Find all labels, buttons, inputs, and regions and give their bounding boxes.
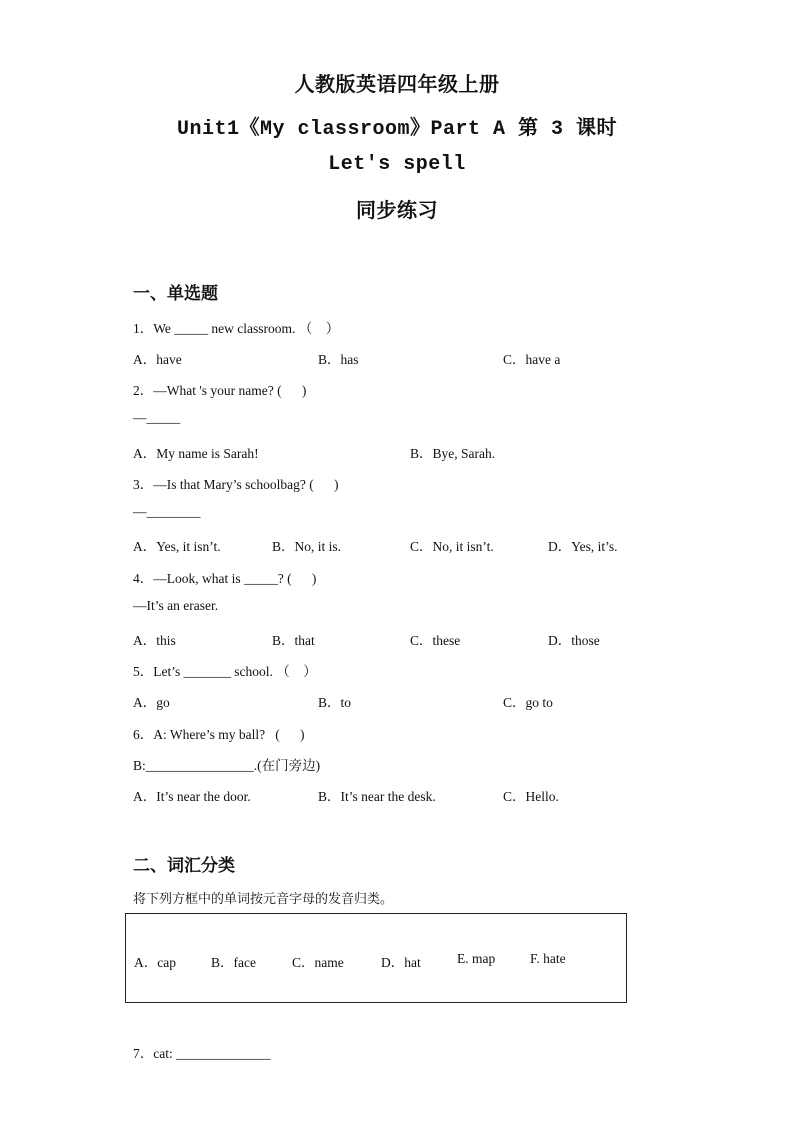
question-5-stem: 5．Let’s _______ school. （ ） [133, 664, 317, 679]
document-subtitle-lesson: Let's spell [328, 153, 466, 176]
question-4-answer-line: —It’s an eraser. [133, 598, 219, 613]
question-1-option-b: B．has [318, 352, 359, 367]
question-6-stem: 6．A: Where’s my ball? ( ) [133, 727, 305, 742]
question-2-option-b: B．Bye, Sarah. [410, 446, 496, 461]
question-3-option-c: C．No, it isn’t. [410, 539, 494, 554]
question-3-stem: 3．—Is that Mary’s schoolbag? ( ) [133, 477, 339, 492]
question-7-cat-blank: 7．cat: ______________ [133, 1046, 271, 1061]
question-3-blank: —________ [133, 504, 201, 519]
question-4-stem: 4．—Look, what is _____? ( ) [133, 571, 317, 586]
word-option-f: F. hate [530, 951, 566, 966]
question-6-option-b: B．It’s near the desk. [318, 789, 436, 804]
question-5-option-a: A．go [133, 695, 170, 710]
question-3-option-d: D．Yes, it’s. [548, 539, 618, 554]
document-title: 人教版英语四年级上册 [294, 72, 500, 96]
question-5-option-b: B．to [318, 695, 352, 710]
question-2-blank: —_____ [133, 410, 181, 425]
question-1-option-a: A．have [133, 352, 182, 367]
question-5-option-c: C．go to [503, 695, 553, 710]
word-option-d: D．hat [381, 955, 421, 970]
question-6-option-c: C．Hello. [503, 789, 559, 804]
word-box [125, 913, 627, 1003]
question-2-stem: 2．—What 's your name? ( ) [133, 383, 307, 398]
question-1-stem: 1．We _____ new classroom. （ ） [133, 321, 340, 336]
word-option-e: E. map [457, 951, 496, 966]
question-3-option-a: A．Yes, it isn’t. [133, 539, 221, 554]
question-1-option-c: C．have a [503, 352, 561, 367]
question-4-option-a: A．this [133, 633, 176, 648]
question-4-option-c: C．these [410, 633, 461, 648]
question-4-option-d: D．those [548, 633, 600, 648]
word-option-b: B．face [211, 955, 256, 970]
question-6-blank: B:________________.(在门旁边) [133, 758, 321, 773]
question-3-option-b: B．No, it is. [272, 539, 342, 554]
section-heading-single-choice: 一、单选题 [133, 284, 218, 304]
question-4-option-b: B．that [272, 633, 315, 648]
section-2-instruction: 将下列方框中的单词按元音字母的发音归类。 [133, 892, 394, 907]
word-option-a: A．cap [134, 955, 176, 970]
document-subtitle-practice: 同步练习 [356, 198, 438, 222]
section-heading-vocabulary-sort: 二、词汇分类 [133, 856, 235, 876]
word-option-c: C．name [292, 955, 344, 970]
question-6-option-a: A．It’s near the door. [133, 789, 251, 804]
document-subtitle-unit: Unit1《My classroom》Part A 第 3 课时 [176, 118, 618, 141]
question-2-option-a: A．My name is Sarah! [133, 446, 259, 461]
